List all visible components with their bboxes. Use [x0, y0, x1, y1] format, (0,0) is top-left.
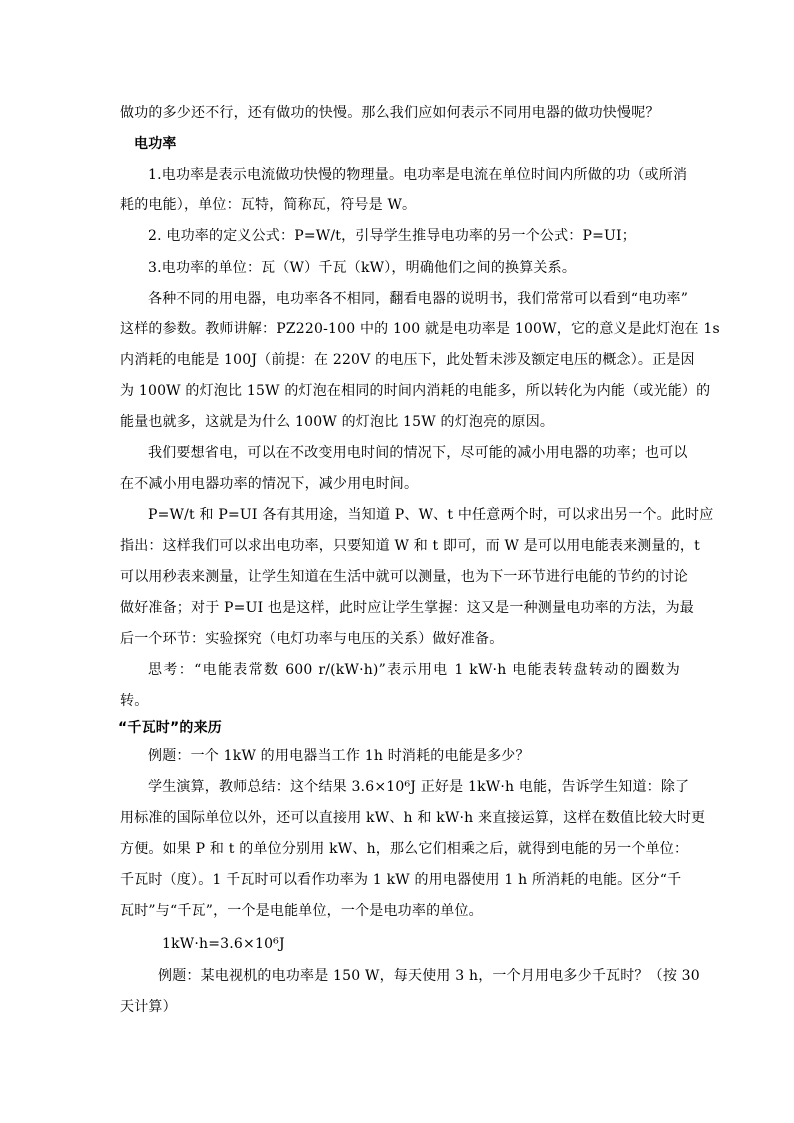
- paragraph-line: 耗的电能），单位：瓦特，简称瓦，符号是 W。: [120, 197, 417, 213]
- section-heading-electric-power: 电功率: [134, 136, 177, 152]
- paragraph-line: 瓦时”与“千瓦”，一个是电能单位，一个是电功率的单位。: [120, 903, 483, 919]
- paragraph-line: P=W/t 和 P=UI 各有其用途，当知道 P、W、t 中任意两个时，可以求出另一个。此时应: [148, 507, 714, 523]
- paragraph-line: 在不减小用电器功率的情况下，减少用电时间。: [120, 476, 419, 492]
- conversion-formula: 1kW·h=3.6×10⁶J: [162, 936, 285, 952]
- paragraph-line: 3.电功率的单位：瓦（W）千瓦（kW），明确他们之间的换算关系。: [148, 260, 577, 276]
- paragraph-line: 指出：这样我们可以求出电功率，只要知道 W 和 t 即可，而 W 是可以用电能表来测量的，t: [120, 538, 700, 554]
- paragraph-line: 方便。如果 P 和 t 的单位分别用 kW、h，那么它们相乘之后，就得到电能的另一个单位：: [120, 841, 689, 857]
- example-question: 例题：某电视机的电功率是 150 W，每天使用 3 h，一个月用电多少千瓦时？（按 30: [158, 968, 700, 984]
- paragraph-line: 这样的参数。教师讲解：PZ220-100 中的 100 就是电功率是 100W，它的意义是此灯泡在 1s: [120, 321, 720, 337]
- paragraph-line: 为 100W 的灯泡比 15W 的灯泡在相同的时间内消耗的电能多，所以转化为内能（或光能）的: [120, 383, 711, 399]
- paragraph-line: 用标准的国际单位以外，还可以直接用 kW、h 和 kW·h 来直接运算，这样在数值比较大时更: [120, 810, 706, 826]
- paragraph-line: 转。: [120, 693, 149, 709]
- example-question: 例题：一个 1kW 的用电器当工作 1h 时消耗的电能是多少？: [148, 748, 530, 764]
- paragraph-line: 能量也就多，这就是为什么 100W 的灯泡比 15W 的灯泡亮的原因。: [120, 414, 555, 430]
- paragraph-line: 2. 电功率的定义公式：P=W/t，引导学生推导电功率的另一个公式：P=UI；: [148, 228, 636, 244]
- paragraph-line: 学生演算，教师总结：这个结果 3.6×10⁶J 正好是 1kW·h 电能，告诉学生知道：除了: [148, 779, 690, 795]
- paragraph-line: 可以用秒表来测量，让学生知道在生活中就可以测量，也为下一环节进行电能的节约的讨论: [120, 569, 688, 585]
- paragraph-line: 做好准备；对于 P=UI 也是这样，此时应让学生掌握：这又是一种测量电功率的方法，为最: [120, 600, 694, 616]
- paragraph-line: 做功的多少还不行，还有做功的快慢。那么我们应如何表示不同用电器的做功快慢呢？: [120, 105, 660, 121]
- paragraph-line: 1.电功率是表示电流做功快慢的物理量。电功率是电流在单位时间内所做的功（或所消: [148, 167, 688, 183]
- paragraph-line: 各种不同的用电器，电功率各不相同，翻看电器的说明书，我们常常可以看到“电功率”: [148, 291, 689, 307]
- paragraph-line: 思考：“电能表常数 600 r/(kW·h)”表示用电 1 kW·h 电能表转盘转动的圈数为: [148, 662, 680, 678]
- paragraph-line: 我们要想省电，可以在不改变用电时间的情况下，尽可能的减小用电器的功率；也可以: [148, 445, 688, 461]
- section-heading-kwh-origin: “千瓦时”的来历: [118, 720, 223, 736]
- paragraph-line: 千瓦时（度）。1 千瓦时可以看作功率为 1 kW 的用电器使用 1 h 所消耗的电能。区分“千: [120, 872, 682, 888]
- paragraph-line: 内消耗的电能是 100J（前提：在 220V 的电压下，此处暂未涉及额定电压的概念）。正是因: [120, 352, 695, 368]
- paragraph-line: 后一个环节：实验探究（电灯功率与电压的关系）做好准备。: [120, 631, 504, 647]
- paragraph-line: 天计算）: [120, 999, 177, 1015]
